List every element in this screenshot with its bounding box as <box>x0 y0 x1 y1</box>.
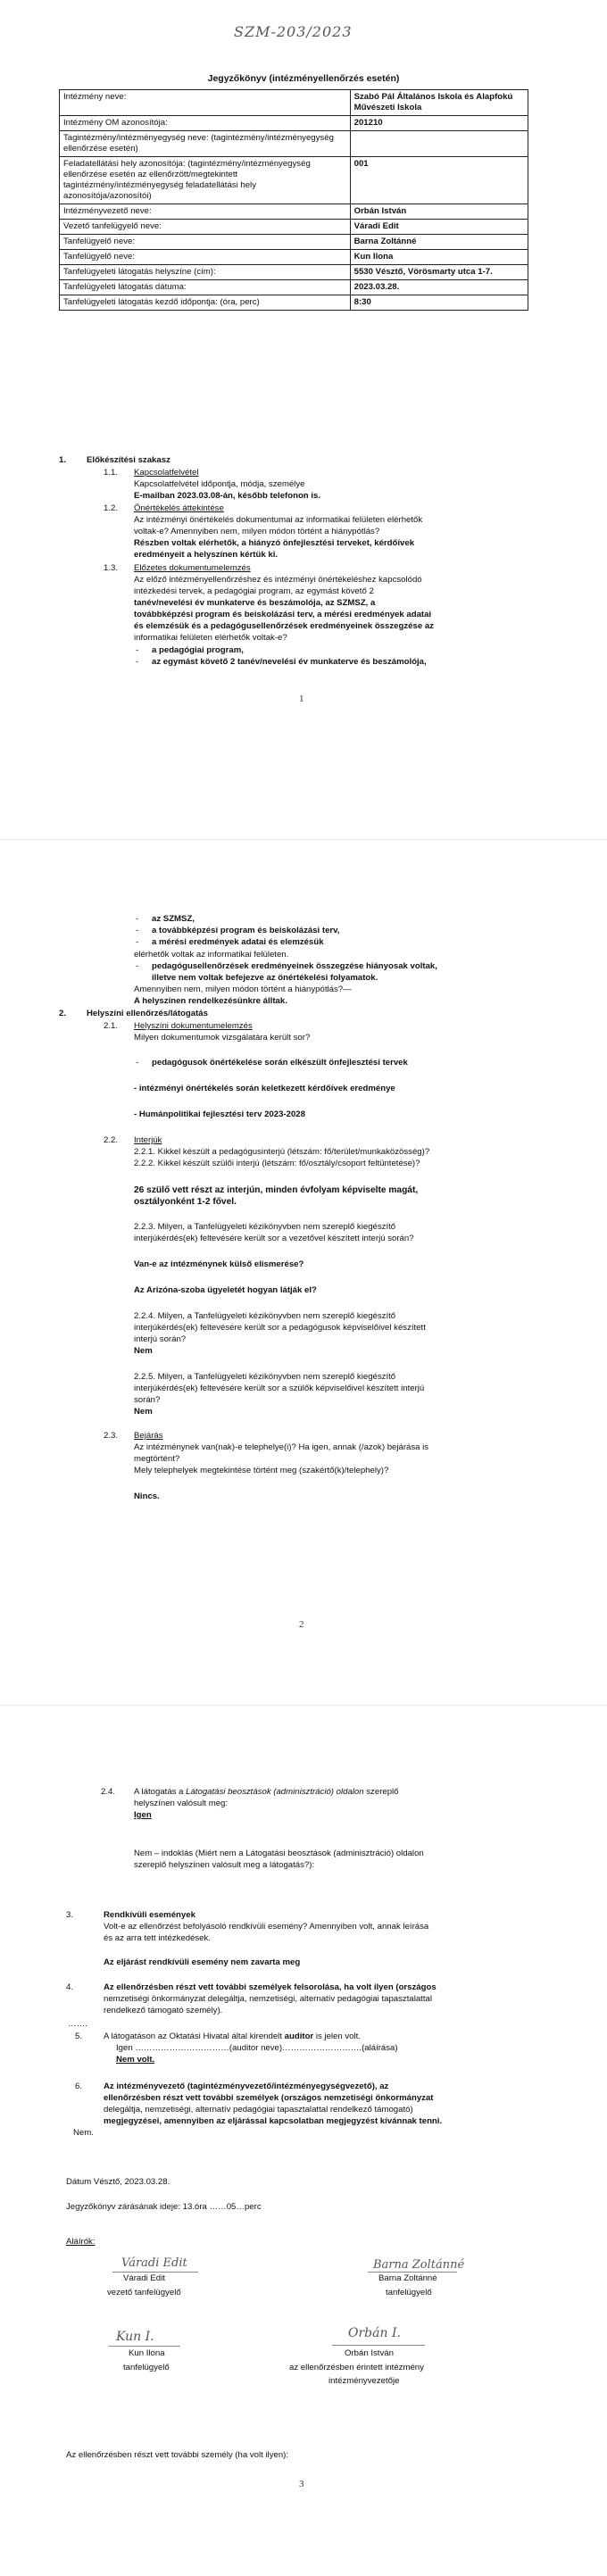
info-label: Tanfelügyeleti látogatás dátuma: <box>60 279 351 295</box>
signer-role: az ellenőrzésben érintett intézmény <box>289 2363 424 2372</box>
section-1-3-title: Előzetes dokumentumelemzés <box>134 563 251 573</box>
bullet-dash: - <box>136 961 139 971</box>
section-1-3-question-line: tanév/nevelési év munkaterve és beszámolója, az SZMSZ, a <box>134 598 376 608</box>
page-number: 3 <box>299 2479 304 2489</box>
section-1-title: Előkészítési szakasz <box>87 455 170 465</box>
section-4-text: rendelkező támogató személy). <box>104 2006 223 2015</box>
paragraph-line: pedagógusellenőrzések eredményeinek összegzése hiányosak voltak, <box>152 961 437 971</box>
info-value: 201210 <box>350 115 528 130</box>
paragraph: elérhetők voltak az informatikai felületen. <box>134 950 289 960</box>
page-number: 2 <box>299 1619 304 1630</box>
info-value: Váradi Edit <box>350 219 528 234</box>
section-3-title: Rendkívüli események <box>104 1910 195 1920</box>
section-5-number: 5. <box>75 2032 83 2041</box>
section-2-4-text: helyszínen valósult meg: <box>134 1799 229 1808</box>
section-3-number: 3. <box>66 1910 74 1920</box>
info-label: Vezető tanfelügyelő neve: <box>60 219 351 234</box>
section-1-3-question-line: intézkedési tervek, a pedagógiai program, az egymást követő 2 <box>134 586 374 596</box>
section-2-1-question: Milyen dokumentumok vizsgálatára került sor? <box>134 1033 311 1043</box>
interview-answer: Nem <box>134 1407 153 1417</box>
interview-question-line: interjúkérdés(ek) feltevésére került sor a pedagógusok képviselőivel készített <box>134 1323 426 1333</box>
section-1-2-question-line: Az intézményi önértékelés dokumentumai az informatikai felületen elérhetők <box>134 515 423 525</box>
section-2-3-title: Bejárás <box>134 1431 163 1441</box>
signer-role: tanfelügyelő <box>123 2363 170 2372</box>
info-label: Tanfelügyeleti látogatás helyszíne (cím): <box>60 264 351 279</box>
section-1-2-answer-line: eredményeit a helyszínen kértük ki. <box>134 550 279 560</box>
section-1-3-number: 1.3. <box>104 563 119 573</box>
signer-role: tanfelügyelő <box>386 2288 432 2298</box>
section-4-dots: ……. <box>68 2019 87 2029</box>
section-5-answer: Nem volt. <box>116 2055 155 2065</box>
document-list-item: a mérési eredmények adatai és elemzésük <box>152 937 324 947</box>
info-table-row <box>60 130 528 156</box>
section-1-2-number: 1.2. <box>104 503 119 513</box>
section-6-number: 6. <box>75 2082 83 2091</box>
closing-time: Jegyzőkönyv zárásának ideje: 13.óra ……05…perc <box>66 2202 262 2212</box>
section-2-4-no-reason: Nem – indoklás (Miért nem a Látogatási beosztások (adminisztráció) oldalon <box>134 1849 424 1858</box>
info-table <box>59 89 528 311</box>
info-table-row <box>60 234 528 249</box>
paragraph-line: illetve nem voltak befejezve az önértékelési folyamatok. <box>152 973 378 983</box>
signature-line <box>112 2272 198 2273</box>
signature-scribble: Barna Zoltánné <box>373 2258 465 2272</box>
info-label: Tanfelügyeleti látogatás kezdő időpontja: (óra, perc) <box>60 295 351 310</box>
section-2-1-number: 2.1. <box>104 1021 119 1031</box>
signer-name: Barna Zoltánné <box>378 2273 437 2283</box>
section-2-2-title: Interjúk <box>134 1135 162 1145</box>
info-value: Barna Zoltánné <box>350 234 528 249</box>
page-divider <box>0 1705 607 1706</box>
info-table-row <box>60 279 528 295</box>
info-value: 2023.03.28. <box>350 279 528 295</box>
signature-scribble: Kun I. <box>116 2330 154 2344</box>
section-1-3-question-line: Az előző intézményellenőrzéshez és intézményi önértékeléshez kapcsolódó <box>134 575 422 585</box>
signature-line <box>109 2346 180 2347</box>
signer-role: vezető tanfelügyelő <box>107 2288 181 2298</box>
signature-line <box>368 2272 457 2273</box>
section-2-number: 2. <box>59 1009 67 1018</box>
bullet-dash: - <box>136 926 139 935</box>
document-list-item: pedagógusok önértékelése során elkészült önfejlesztési tervek <box>152 1058 408 1068</box>
info-value: Orbán István <box>350 204 528 219</box>
section-1-number: 1. <box>59 455 67 465</box>
section-2-3-number: 2.3. <box>104 1431 119 1441</box>
signature-line <box>332 2345 425 2346</box>
bullet-dash: - <box>136 657 139 667</box>
info-label: Tanfelügyelő neve: <box>60 234 351 249</box>
info-value: 001 <box>350 156 528 204</box>
bullet-dash: - <box>136 937 139 947</box>
section-2-3-question-line: Mely telephelyek megtekintése történt meg (szakértő(k)/telephely)? <box>134 1466 389 1475</box>
paragraph: A helyszínen rendelkezésünkre álltak. <box>134 996 287 1006</box>
info-label: Tanfelügyelő neve: <box>60 249 351 264</box>
section-1-3-question-line: és elemzésük és a pedagógusellenőrzések eredményeinek összegzése az <box>134 621 434 631</box>
section-1-2-question-line: voltak-e? Amennyiben nem, milyen módon történt a hiánypótlás? <box>134 527 380 536</box>
signature-scribble: Váradi Edit <box>121 2256 187 2270</box>
document-title: Jegyzőkönyv (intézményellenőrzés esetén) <box>207 73 400 84</box>
info-label: Intézmény OM azonosítója: <box>60 115 351 130</box>
section-6-text: Az intézményvezető (tagintézményvezető/intézményegységvezető), az <box>104 2082 389 2091</box>
section-4-number: 4. <box>66 1982 74 1992</box>
section-4-bold: Az ellenőrzésben részt vett további személyek felsorolása, ha volt ilyen (országos <box>104 1982 437 1992</box>
section-2-4-number: 2.4. <box>101 1787 116 1797</box>
interview-question-line: során? <box>134 1395 161 1405</box>
section-4-title <box>104 1982 505 1993</box>
info-table-row <box>60 204 528 219</box>
page-divider <box>0 839 607 840</box>
interview-question: 2.2.2. Kikkel készült szülői interjú (létszám: fő/osztály/csoport feltüntetése)? <box>134 1159 420 1168</box>
signer-name: Váradi Edit <box>123 2273 165 2283</box>
section-1-2-title: Önértékelés áttekintése <box>134 503 224 513</box>
document-list-item: a pedagógiai program, <box>152 645 244 655</box>
interview-question-line: 2.2.5. Milyen, a Tanfelügyeleti kézikönyvben nem szereplő kiegészítő <box>134 1372 396 1382</box>
signer-role: intézményvezetője <box>328 2376 400 2386</box>
section-4-text: nemzetiségi önkormányzat delegáltja, nemzetiségi, alternatív pedagógiai tapasztalattal <box>104 1994 432 2004</box>
section-3-answer: Az eljárást rendkívüli esemény nem zavarta meg <box>104 1957 301 1967</box>
section-1-1-question: Kapcsolatfelvétel időpontja, módja, személye <box>134 479 305 489</box>
document-date: Dátum Vésztő, 2023.03.28. <box>66 2177 170 2187</box>
document-list-item: - intézményi önértékelés során keletkezett kérdőívek eredménye <box>134 1084 395 1093</box>
document-list-item: a továbbképzési program és beiskolázási terv, <box>152 926 340 935</box>
info-label: Intézményvezető neve: <box>60 204 351 219</box>
bullet-dash: - <box>136 1058 139 1068</box>
section-1-1-title: Kapcsolatfelvétel <box>134 468 199 478</box>
signer-name: Kun Ilona <box>129 2348 165 2358</box>
info-table-row <box>60 295 528 310</box>
interview-answer: Nem <box>134 1346 153 1356</box>
section-2-4-no-reason: szereplő helyszínen valósult meg a látogatás?): <box>134 1860 315 1870</box>
extra-question: Az Arizóna-szoba ügyeletét hogyan látják el? <box>134 1285 317 1295</box>
section-2-3-question-line: Az intézménynek van(nak)-e telephelye(i)? Ha igen, annak (/azok) bejárása is <box>134 1442 429 1452</box>
section-2-3-answer: Nincs. <box>134 1492 160 1501</box>
registration-stamp: SZM-203/2023 <box>234 23 353 40</box>
interview-answer-line: osztályonként 1-2 fővel. <box>134 1197 237 1207</box>
section-2-4-text: A látogatás a Látogatási beosztások (adminisztráció) oldalon szereplő <box>134 1787 399 1797</box>
section-1-1-answer: E-mailban 2023.03.08-án, később telefonon is. <box>134 491 321 501</box>
page-number: 1 <box>299 694 304 704</box>
info-value: Kun Ilona <box>350 249 528 264</box>
section-3-question: Volt-e az ellenőrzést befolyásoló rendkívüli esemény? Amennyiben volt, annak leírása <box>104 1922 429 1932</box>
section-2-4-answer: Igen <box>134 1810 152 1820</box>
interview-question-line: 2.2.3. Milyen, a Tanfelügyeleti kézikönyvben nem szereplő kiegészítő <box>134 1222 396 1232</box>
section-6-answer: Nem. <box>73 2128 94 2138</box>
section-6-text: delegáltja, nemzetiségi, alternatív pedagógiai tapasztalattal rendelkező támogató) <box>104 2105 413 2115</box>
info-value <box>350 130 528 156</box>
info-table-row <box>60 219 528 234</box>
section-5-option: Igen ……………………………(auditor neve)……………………….(aláírása) <box>116 2043 398 2053</box>
info-table-row <box>60 90 528 116</box>
bullet-dash: - <box>136 645 139 655</box>
interview-question: 2.2.1. Kikkel készült a pedagógusinterjú (létszám: fő/terület/munkaközösség)? <box>134 1147 430 1157</box>
document-list-item: az SZMSZ, <box>152 914 195 924</box>
signature-scribble: Orbán I. <box>348 2326 401 2340</box>
section-2-3-question-line: megtörtént? <box>134 1454 180 1464</box>
section-1-1-number: 1.1. <box>104 468 119 478</box>
section-2-2-number: 2.2. <box>104 1135 119 1145</box>
section-3-question: és az arra tett intézkedések. <box>104 1933 211 1943</box>
section-1-3-question-line: informatikai felületen elérhetők voltak-e? <box>134 633 287 643</box>
section-5-text: A látogatáson az Oktatási Hivatal által kirendelt auditor is jelen volt. <box>104 2032 361 2041</box>
extra-question: Van-e az intézménynek külső elismerése? <box>134 1259 304 1269</box>
interview-answer-line: 26 szülő vett részt az interjún, minden évfolyam képviselte magát, <box>134 1185 419 1195</box>
signers-label: Aláírók: <box>66 2237 96 2247</box>
interview-question-line: interjúkérdés(ek) feltevésére került sor a vezetővel készített interjú során? <box>134 1234 414 1243</box>
info-table-row <box>60 264 528 279</box>
bullet-dash: - <box>136 914 139 924</box>
section-2-1-title: Helyszíni dokumentumelemzés <box>134 1021 253 1031</box>
info-table-row <box>60 115 528 130</box>
interview-question-line: interjúkérdés(ek) feltevésére került sor a szülők képviselőivel készített interjú <box>134 1384 425 1393</box>
document-list-item: az egymást követő 2 tanév/nevelési év munkaterve és beszámolója, <box>152 657 427 667</box>
document-list-item: - Humánpolitikai fejlesztési terv 2023-2028 <box>134 1109 305 1119</box>
interview-question-line: interjú során? <box>134 1334 187 1344</box>
info-label: Feladatellátási hely azonosítója: (tagintézmény/intézményegység ellenőrzése esetén az ellenőrzött/megtekintett tagintézmény/intézményegység feladatellátási hely azonosítója/azonosítói) <box>60 156 351 204</box>
info-value: Szabó Pál Általános Iskola és Alapfokú Művészeti Iskola <box>350 90 528 116</box>
section-2-title: Helyszíni ellenőrzés/látogatás <box>87 1009 208 1018</box>
paragraph: Amennyiben nem, milyen módon történt a hiánypótlás?— <box>134 985 352 994</box>
section-6-text: megjegyzései, amennyiben az eljárással kapcsolatban megjegyzést kívánnak tenni. <box>104 2116 443 2126</box>
section-6-text: ellenőrzésben részt vett további személyek (országos nemzetiségi önkormányzat <box>104 2093 434 2103</box>
additional-signers-label: Az ellenőrzésben részt vett további személy (ha volt ilyen): <box>66 2450 289 2460</box>
info-table-row <box>60 249 528 264</box>
signer-name: Orbán István <box>345 2348 394 2358</box>
section-1-2-answer-line: Részben voltak elérhetők, a hiányzó önfejlesztési terveket, kérdőívek <box>134 538 415 548</box>
info-value: 8:30 <box>350 295 528 310</box>
info-label: Tagintézmény/intézményegység neve: (tagintézmény/intézményegység ellenőrzése esetén) <box>60 130 351 156</box>
info-table-row <box>60 156 528 204</box>
section-1-3-question-line: továbbképzési program és beiskolázási terv, a mérési eredmények adatai <box>134 610 432 619</box>
interview-question-line: 2.2.4. Milyen, a Tanfelügyeleti kézikönyvben nem szereplő kiegészítő <box>134 1311 396 1321</box>
info-value: 5530 Vésztő, Vörösmarty utca 1-7. <box>350 264 528 279</box>
info-label: Intézmény neve: <box>60 90 351 116</box>
